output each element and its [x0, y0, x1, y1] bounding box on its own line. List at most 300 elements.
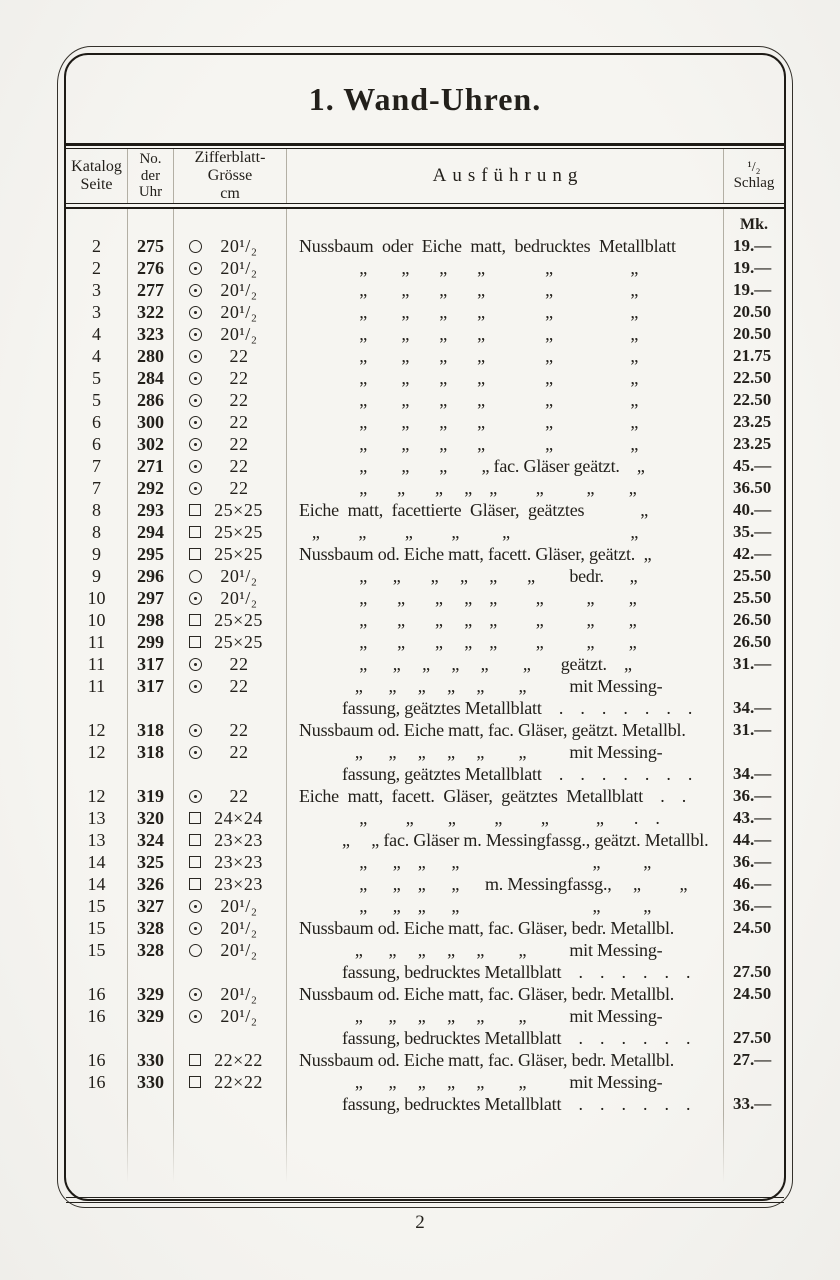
round-dial-dot-icon — [189, 1010, 202, 1023]
description-line: Nussbaum od. Eiche matt, facett. Gläser, geätzt. „ — [299, 544, 652, 564]
dial-size-value: 20¹/₂ — [220, 984, 258, 1004]
price-cell: 45.— — [733, 456, 772, 475]
catalog-page-cell: 15 — [66, 939, 128, 983]
page-title: 1. Wand-Uhren. — [308, 81, 542, 117]
price-cell: 34.— — [733, 764, 772, 783]
dial-size-value: 22 — [229, 742, 249, 762]
square-dial-icon — [189, 856, 201, 868]
description-line: „ „ „ „ fac. Gläser geätzt. „ — [299, 456, 645, 476]
table-row — [66, 719, 784, 741]
catalog-page-cell: 16 — [66, 1071, 128, 1115]
round-dial-dot-icon — [189, 922, 202, 935]
dial-size-cell — [174, 543, 287, 565]
round-dial-dot-icon — [189, 592, 202, 605]
catalog-page-cell: 11 — [66, 631, 128, 653]
description-cell — [287, 587, 724, 609]
clock-number-cell: 328 — [128, 939, 174, 983]
clock-number-cell: 317 — [128, 675, 174, 719]
description-line: fassung, bedrucktes Metallblatt . . . . . . — [299, 1094, 691, 1114]
description-line: „ „ „ „ m. Messingfassg., „ „ — [299, 874, 688, 894]
table-row — [66, 807, 784, 829]
dial-size-value: 22×22 — [214, 1050, 263, 1070]
dial-size-value: 22 — [229, 720, 249, 740]
clock-number-cell: 323 — [128, 323, 174, 345]
description-cell — [287, 433, 724, 455]
round-dial-dot-icon — [189, 350, 202, 363]
dial-size-cell — [174, 631, 287, 653]
description-cell — [287, 1071, 724, 1115]
price-table — [66, 143, 784, 1203]
description-line: Nussbaum od. Eiche matt, fac. Gläser, geätzt. Metallbl. — [299, 720, 686, 740]
round-dial-dot-icon — [189, 328, 202, 341]
table-row — [66, 433, 784, 455]
catalog-page-cell: 4 — [66, 345, 128, 367]
square-dial-icon — [189, 614, 201, 626]
table-row — [66, 367, 784, 389]
dial-size-cell — [174, 785, 287, 807]
description-cell — [287, 565, 724, 587]
dial-size-cell — [174, 499, 287, 521]
clock-number-cell: 297 — [128, 587, 174, 609]
dial-size-cell — [174, 323, 287, 345]
dial-size-cell — [174, 1071, 287, 1115]
price-cell: 34.— — [733, 698, 772, 717]
catalog-page-cell: 9 — [66, 543, 128, 565]
description-line: „ „ fac. Gläser m. Messingfassg., geätzt. Metallbl. — [299, 830, 709, 850]
table-row — [66, 477, 784, 499]
description-line: „ „ „ „ „ „ — [299, 280, 639, 300]
description-cell — [287, 323, 724, 345]
round-dial-dot-icon — [189, 394, 202, 407]
table-row — [66, 873, 784, 895]
table-row — [66, 411, 784, 433]
dial-size-cell — [174, 367, 287, 389]
clock-number-cell: 286 — [128, 389, 174, 411]
catalog-page-cell: 9 — [66, 565, 128, 587]
dial-size-value: 20¹/₂ — [220, 896, 258, 916]
dial-size-value: 22 — [229, 390, 249, 410]
table-row — [66, 323, 784, 345]
description-cell — [287, 279, 724, 301]
clock-number-cell: 329 — [128, 1005, 174, 1049]
dial-size-value: 22 — [229, 676, 249, 696]
description-line: Nussbaum od. Eiche matt, fac. Gläser, bedr. Metallbl. — [299, 1050, 675, 1070]
dial-size-cell — [174, 983, 287, 1005]
description-cell — [287, 477, 724, 499]
page-number: 2 — [415, 1212, 425, 1233]
dial-size-value: 20¹/₂ — [220, 1006, 258, 1026]
description-cell — [287, 1005, 724, 1049]
table-row — [66, 565, 784, 587]
description-cell — [287, 499, 724, 521]
round-dial-dot-icon — [189, 284, 202, 297]
square-dial-icon — [189, 1076, 201, 1088]
dial-size-cell — [174, 719, 287, 741]
catalog-page-cell: 6 — [66, 411, 128, 433]
round-dial-dot-icon — [189, 262, 202, 275]
description-cell — [287, 389, 724, 411]
dial-size-value: 20¹/₂ — [220, 280, 258, 300]
catalog-page-cell: 10 — [66, 587, 128, 609]
clock-number-cell: 275 — [128, 235, 174, 257]
price-cell: 19.— — [733, 280, 772, 299]
table-header — [66, 149, 784, 203]
catalog-page-cell: 8 — [66, 521, 128, 543]
description-cell — [287, 257, 724, 279]
table-bottom-rule — [66, 1197, 784, 1203]
clock-number-cell: 276 — [128, 257, 174, 279]
table-row — [66, 345, 784, 367]
table-row — [66, 829, 784, 851]
page-frame-inner — [64, 53, 786, 1201]
description-line: „ „ „ „ „ „ geätzt. „ — [299, 654, 632, 674]
description-cell — [287, 851, 724, 873]
table-row — [66, 587, 784, 609]
clock-number-cell: 302 — [128, 433, 174, 455]
clock-number-cell: 299 — [128, 631, 174, 653]
square-dial-icon — [189, 636, 201, 648]
round-dial-dot-icon — [189, 900, 202, 913]
description-line: „ „ „ „ „ „ „ „ — [299, 632, 637, 652]
description-cell — [287, 675, 724, 719]
clock-number-cell: 277 — [128, 279, 174, 301]
dial-size-cell — [174, 653, 287, 675]
price-cell: 31.— — [733, 720, 772, 739]
table-row — [66, 653, 784, 675]
price-cell: 36.— — [733, 852, 772, 871]
clock-number-cell: 319 — [128, 785, 174, 807]
square-dial-icon — [189, 878, 201, 890]
round-dial-dot-icon — [189, 482, 202, 495]
table-row — [66, 455, 784, 477]
dial-size-value: 23×23 — [214, 874, 263, 894]
clock-number-cell: 318 — [128, 741, 174, 785]
table-row — [66, 1049, 784, 1071]
description-cell — [287, 939, 724, 983]
dial-size-value: 22 — [229, 456, 249, 476]
table-row — [66, 235, 784, 257]
description-line: fassung, bedrucktes Metallblatt . . . . . . — [299, 1028, 691, 1048]
description-cell — [287, 411, 724, 433]
dial-size-cell — [174, 917, 287, 939]
catalog-page-cell: 7 — [66, 455, 128, 477]
catalog-page-cell: 10 — [66, 609, 128, 631]
catalog-page-cell: 11 — [66, 653, 128, 675]
round-dial-dot-icon — [189, 658, 202, 671]
description-line: „ „ „ „ „ „ „ „ — [299, 610, 637, 630]
round-dial-icon — [189, 240, 202, 253]
clock-number-cell: 292 — [128, 477, 174, 499]
price-cell: 20.50 — [733, 302, 772, 321]
price-cell: 46.— — [733, 874, 772, 893]
dial-size-value: 24×24 — [214, 808, 263, 828]
price-cell: 27.— — [733, 1050, 772, 1069]
table-row — [66, 741, 784, 785]
square-dial-icon — [189, 504, 201, 516]
description-cell — [287, 895, 724, 917]
description-cell — [287, 235, 724, 257]
round-dial-icon — [189, 944, 202, 957]
price-cell: 26.50 — [733, 610, 772, 629]
dial-size-value: 25×25 — [214, 610, 263, 630]
page-frame-outer — [57, 46, 793, 1208]
round-dial-dot-icon — [189, 988, 202, 1001]
description-line: „ „ „ „ „ „ — [299, 434, 639, 454]
description-cell — [287, 367, 724, 389]
clock-number-cell: 325 — [128, 851, 174, 873]
clock-number-cell: 324 — [128, 829, 174, 851]
header-zifferblatt-groesse: Zifferblatt- Grösse cm — [174, 149, 287, 203]
dial-size-value: 20¹/₂ — [220, 566, 258, 586]
description-line: „ „ „ „ „ „ — [299, 324, 639, 344]
clock-number-cell: 284 — [128, 367, 174, 389]
dial-size-value: 20¹/₂ — [220, 302, 258, 322]
price-cell: 25.50 — [733, 566, 772, 585]
square-dial-icon — [189, 834, 201, 846]
dial-size-cell — [174, 741, 287, 785]
dial-size-value: 22 — [229, 412, 249, 432]
price-cell: 42.— — [733, 544, 772, 563]
square-dial-icon — [189, 526, 201, 538]
price-cell: 22.50 — [733, 390, 772, 409]
description-line: „ „ „ „ „ „ — [299, 412, 639, 432]
description-line: „ „ „ „ „ „ . . — [299, 808, 660, 828]
table-row — [66, 1005, 784, 1049]
catalog-page-cell: 2 — [66, 257, 128, 279]
description-line: Nussbaum od. Eiche matt, fac. Gläser, bedr. Metallbl. — [299, 984, 675, 1004]
description-line: „ „ „ „ „ „ — [299, 852, 652, 872]
clock-number-cell: 326 — [128, 873, 174, 895]
description-cell — [287, 609, 724, 631]
dial-size-value: 20¹/₂ — [220, 324, 258, 344]
clock-number-cell: 294 — [128, 521, 174, 543]
price-cell: 23.25 — [733, 434, 772, 453]
dial-size-value: 20¹/₂ — [220, 258, 258, 278]
table-row — [66, 279, 784, 301]
clock-number-cell: 280 — [128, 345, 174, 367]
price-cell: 36.50 — [733, 478, 772, 497]
clock-number-cell: 298 — [128, 609, 174, 631]
price-cell: 24.50 — [733, 918, 772, 937]
catalog-page-cell: 3 — [66, 279, 128, 301]
catalog-page-cell: 12 — [66, 785, 128, 807]
clock-number-cell: 317 — [128, 653, 174, 675]
dial-size-value: 22 — [229, 346, 249, 366]
square-dial-icon — [189, 1054, 201, 1066]
currency-row — [66, 209, 784, 235]
table-row — [66, 785, 784, 807]
price-cell: 20.50 — [733, 324, 772, 343]
dial-size-cell — [174, 279, 287, 301]
dial-size-value: 22 — [229, 478, 249, 498]
round-dial-dot-icon — [189, 746, 202, 759]
header-halb-schlag: ¹/₂ Schlag — [733, 159, 775, 192]
dial-size-value: 20¹/₂ — [220, 940, 258, 960]
price-cell: 35.— — [733, 522, 772, 541]
dial-size-cell — [174, 565, 287, 587]
description-line: „ „ „ „ „ „ mit Messing- — [299, 940, 663, 960]
round-dial-dot-icon — [189, 438, 202, 451]
clock-number-cell: 322 — [128, 301, 174, 323]
square-dial-icon — [189, 548, 201, 560]
price-cell: 33.— — [733, 1094, 772, 1113]
dial-size-value: 22 — [229, 786, 249, 806]
table-row — [66, 1071, 784, 1115]
description-cell — [287, 653, 724, 675]
catalog-page-cell: 12 — [66, 719, 128, 741]
dial-size-value: 23×23 — [214, 852, 263, 872]
dial-size-value: 20¹/₂ — [220, 236, 258, 256]
price-cell: 19.— — [733, 258, 772, 277]
description-cell — [287, 785, 724, 807]
price-cell: 23.25 — [733, 412, 772, 431]
clock-number-cell: 293 — [128, 499, 174, 521]
dial-size-cell — [174, 257, 287, 279]
description-cell — [287, 741, 724, 785]
dial-size-cell — [174, 587, 287, 609]
currency-label: Mk. — [740, 216, 768, 233]
price-cell: 19.— — [733, 236, 772, 255]
clock-number-cell: 327 — [128, 895, 174, 917]
price-cell: 24.50 — [733, 984, 772, 1003]
description-cell — [287, 917, 724, 939]
currency-label-cell — [724, 209, 784, 235]
dial-size-cell — [174, 807, 287, 829]
clock-number-cell: 271 — [128, 455, 174, 477]
catalog-page-cell: 3 — [66, 301, 128, 323]
dial-size-value: 25×25 — [214, 500, 263, 520]
dial-size-cell — [174, 433, 287, 455]
table-row — [66, 983, 784, 1005]
description-cell — [287, 829, 724, 851]
table-filler — [66, 1115, 784, 1197]
description-line: fassung, bedrucktes Metallblatt . . . . . . — [299, 962, 691, 982]
dial-size-value: 22 — [229, 654, 249, 674]
catalog-page-cell: 13 — [66, 829, 128, 851]
catalog-page-cell: 13 — [66, 807, 128, 829]
table-row — [66, 609, 784, 631]
clock-number-cell: 329 — [128, 983, 174, 1005]
catalog-page-cell: 5 — [66, 367, 128, 389]
round-dial-dot-icon — [189, 724, 202, 737]
dial-size-cell — [174, 675, 287, 719]
catalog-page-cell: 14 — [66, 873, 128, 895]
table-row — [66, 675, 784, 719]
description-line: „ „ „ „ „ „ — [299, 258, 639, 278]
catalog-page-cell: 11 — [66, 675, 128, 719]
dial-size-cell — [174, 477, 287, 499]
catalog-page-cell: 2 — [66, 235, 128, 257]
price-cell: 43.— — [733, 808, 772, 827]
header-katalog-seite: Katalog Seite — [66, 149, 128, 203]
catalog-page-cell: 7 — [66, 477, 128, 499]
dial-size-cell — [174, 521, 287, 543]
table-row — [66, 939, 784, 983]
square-dial-icon — [189, 812, 201, 824]
description-cell — [287, 1049, 724, 1071]
dial-size-value: 25×25 — [214, 632, 263, 652]
dial-size-cell — [174, 345, 287, 367]
description-line: Nussbaum oder Eiche matt, bedrucktes Metallblatt — [299, 236, 676, 256]
description-line: „ „ „ „ „ „ mit Messing- — [299, 676, 663, 696]
catalog-page-cell: 15 — [66, 917, 128, 939]
description-line: „ „ „ „ „ „ mit Messing- — [299, 1072, 663, 1092]
table-row — [66, 895, 784, 917]
description-cell — [287, 345, 724, 367]
description-line: „ „ „ „ „ „ — [299, 390, 639, 410]
clock-number-cell: 328 — [128, 917, 174, 939]
description-line: Eiche matt, facett. Gläser, geätztes Metallblatt . . — [299, 786, 687, 806]
description-cell — [287, 543, 724, 565]
price-cell: 40.— — [733, 500, 772, 519]
price-cell: 27.50 — [733, 1028, 772, 1047]
dial-size-cell — [174, 851, 287, 873]
table-row — [66, 301, 784, 323]
dial-size-cell — [174, 301, 287, 323]
description-line: „ „ „ „ „ „ „ „ — [299, 478, 637, 498]
dial-size-value: 22 — [229, 368, 249, 388]
description-line: „ „ „ „ „ „ bedr. „ — [299, 566, 638, 586]
price-cell: 27.50 — [733, 962, 772, 981]
description-line: fassung, geätztes Metallblatt . . . . . . . — [299, 764, 693, 784]
price-cell: 22.50 — [733, 368, 772, 387]
catalog-page-cell: 6 — [66, 433, 128, 455]
dial-size-value: 22 — [229, 434, 249, 454]
dial-size-cell — [174, 895, 287, 917]
dial-size-cell — [174, 389, 287, 411]
dial-size-cell — [174, 829, 287, 851]
price-cell: 36.— — [733, 896, 772, 915]
dial-size-cell — [174, 609, 287, 631]
table-row — [66, 543, 784, 565]
catalog-page-cell: 16 — [66, 1049, 128, 1071]
header-no-der-uhr: No. der Uhr — [128, 149, 174, 203]
dial-size-value: 20¹/₂ — [220, 918, 258, 938]
table-row — [66, 917, 784, 939]
clock-number-cell: 320 — [128, 807, 174, 829]
table-body — [66, 235, 784, 1115]
price-cell: 36.— — [733, 786, 772, 805]
catalog-page-cell: 12 — [66, 741, 128, 785]
description-cell — [287, 719, 724, 741]
dial-size-cell — [174, 411, 287, 433]
table-row — [66, 257, 784, 279]
dial-size-value: 20¹/₂ — [220, 588, 258, 608]
round-dial-dot-icon — [189, 460, 202, 473]
description-line: „ „ „ „ „ „ — [299, 522, 639, 542]
dial-size-value: 23×23 — [214, 830, 263, 850]
clock-number-cell: 295 — [128, 543, 174, 565]
table-row — [66, 631, 784, 653]
description-line: „ „ „ „ „ „ — [299, 302, 639, 322]
dial-size-cell — [174, 455, 287, 477]
table-row — [66, 499, 784, 521]
dial-size-cell — [174, 939, 287, 983]
description-cell — [287, 873, 724, 895]
price-cell: 26.50 — [733, 632, 772, 651]
description-line: „ „ „ „ „ „ mit Messing- — [299, 1006, 663, 1026]
round-dial-icon — [189, 570, 202, 583]
description-cell — [287, 983, 724, 1005]
round-dial-dot-icon — [189, 306, 202, 319]
dial-size-cell — [174, 1049, 287, 1071]
description-cell — [287, 807, 724, 829]
dial-size-cell — [174, 235, 287, 257]
table-row — [66, 389, 784, 411]
description-line: „ „ „ „ „ „ — [299, 896, 652, 916]
dial-size-cell — [174, 873, 287, 895]
header-ausfuehrung: Ausführung — [287, 149, 724, 203]
